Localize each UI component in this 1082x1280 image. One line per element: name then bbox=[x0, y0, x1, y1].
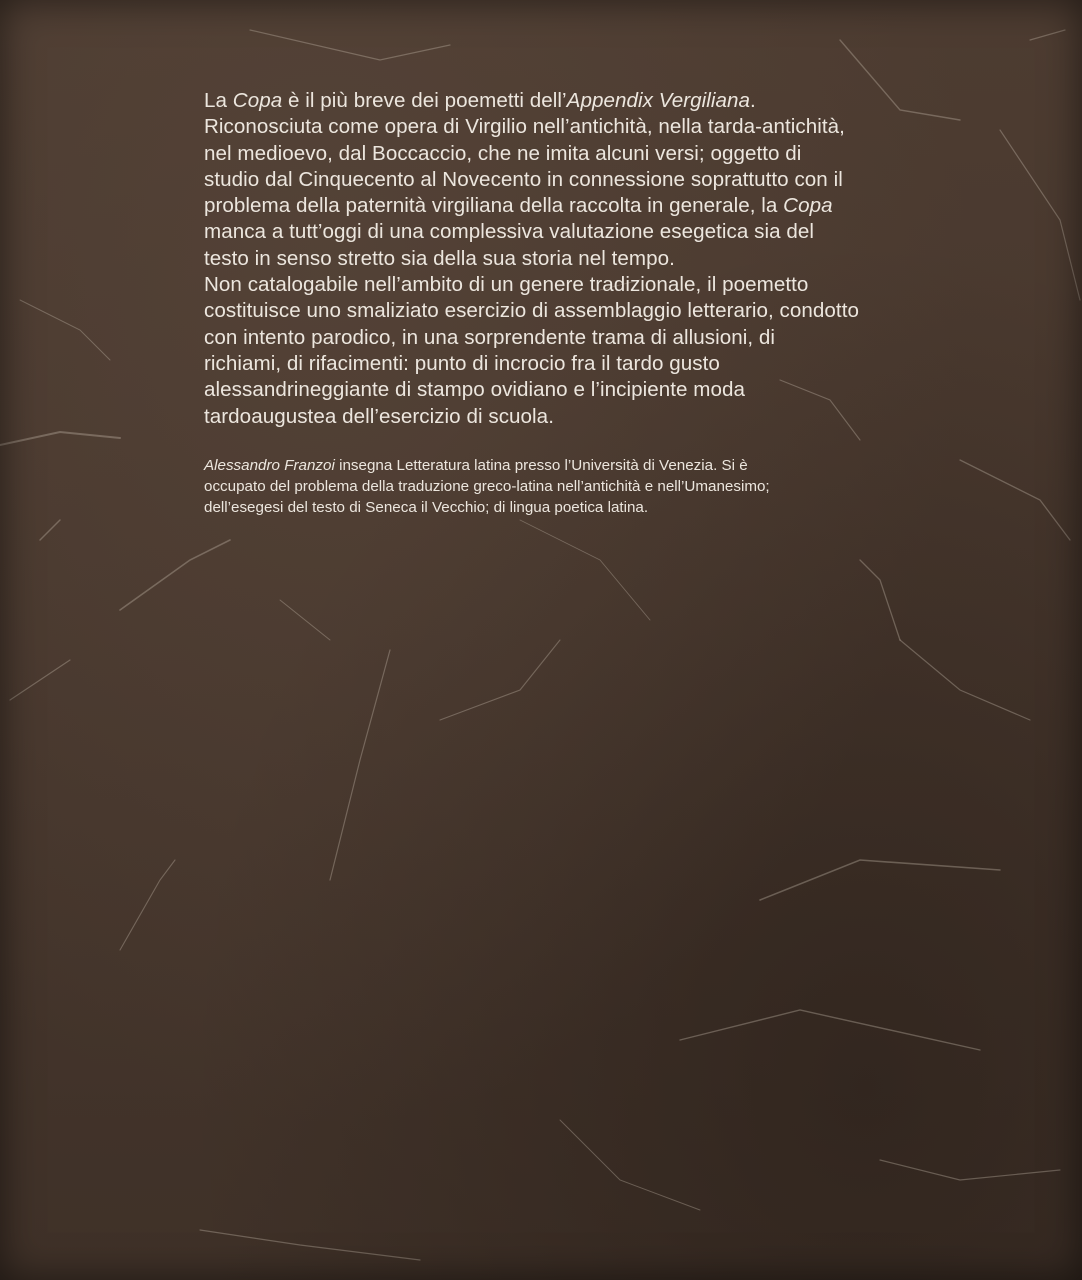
text-run: La bbox=[204, 89, 233, 112]
text-run: costituisce uno smaliziato esercizio di assemblaggio letterario, condotto bbox=[204, 299, 859, 323]
text-run: Non catalogabile nell’ambito di un genere tradizionale, il poemetto bbox=[204, 273, 809, 297]
text-run: problema della paternità virgiliana della raccolta in generale, la bbox=[204, 194, 784, 218]
text-run: dell’esegesi del testo di Seneca il Vecchio; di lingua poetica latina. bbox=[204, 499, 649, 516]
text-run: alessandrineggiante di stampo ovidiano e l’incipiente moda bbox=[204, 378, 745, 402]
text-run: tardoaugustea dell’esercizio di scuola. bbox=[204, 404, 554, 428]
text-run: occupato del problema della traduzione greco-latina nell’antichità e nell’Umanesimo; bbox=[204, 478, 770, 495]
text-run: Riconosciuta come opera di Virgilio nell’antichità, nella tarda-antichità, bbox=[204, 115, 845, 139]
author-bio bbox=[204, 455, 944, 518]
text-run: studio dal Cinquecento al Novecento in connessione soprattutto con il bbox=[204, 167, 843, 191]
blurb-text bbox=[204, 88, 924, 430]
text-run: insegna Letteratura latina presso l’Università di Venezia. Si è bbox=[334, 457, 748, 474]
text-run: manca a tutt’oggi di una complessiva valutazione esegetica sia del bbox=[204, 220, 815, 244]
text-run: richiami, di rifacimenti: punto di incrocio fra il tardo gusto bbox=[204, 351, 720, 375]
italic-title: Copa bbox=[783, 194, 833, 218]
blurb-paragraph-2 bbox=[204, 272, 924, 430]
text-run: testo in senso stretto sia della sua storia nel tempo. bbox=[204, 246, 675, 270]
italic-title: Copa bbox=[232, 89, 283, 112]
blurb-paragraph-1 bbox=[204, 88, 924, 272]
text-run: con intento parodico, in una sorprendente trama di allusioni, di bbox=[204, 325, 776, 349]
text-run: nel medioevo, dal Boccaccio, che ne imita alcuni versi; oggetto di bbox=[204, 141, 802, 165]
text-run: . bbox=[750, 89, 756, 112]
italic-title: Appendix Vergiliana bbox=[566, 89, 751, 112]
author-name: Alessandro Franzoi bbox=[204, 457, 335, 474]
text-run: è il più breve dei poemetti dell’ bbox=[282, 89, 567, 112]
